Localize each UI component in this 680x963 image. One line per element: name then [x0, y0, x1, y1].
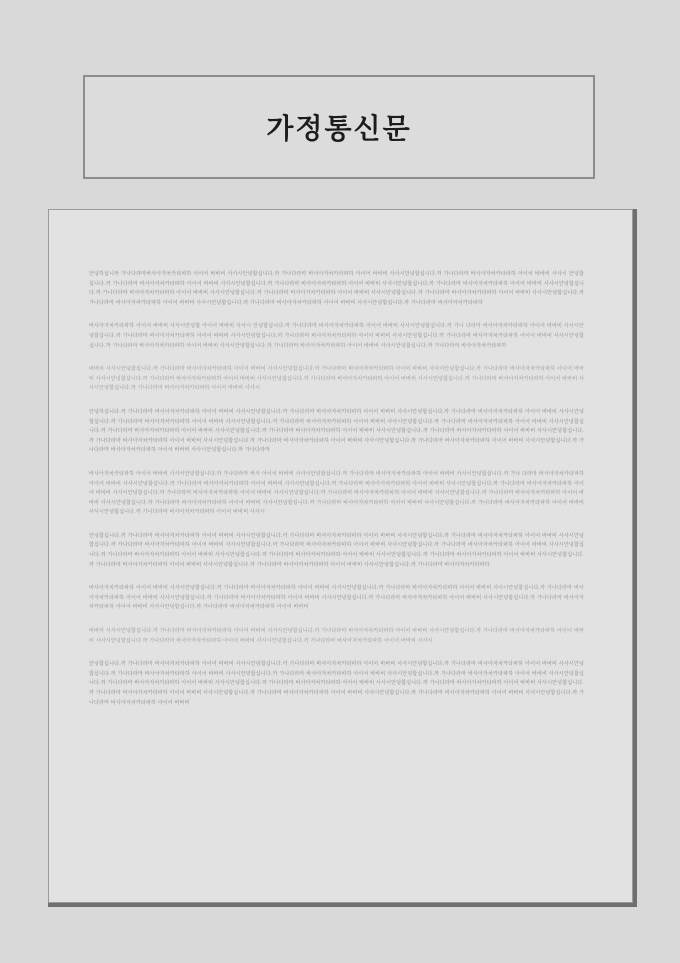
body-paragraph: 안녕합십니다.까 가나다라마 바사아자차카타파하 아이어 바바비 사사시안녕합십니다.까 가나다라마 바사아자차카타파하 아이어 바바비 사사시안녕합십니다.까 가나다라마 바사아자차카타파하 아이어 바바비 사사시안녕합십니다.까 가나다라마 바사아자차카타파하 아이어 바바비 사사시안녕합십니다.까 가나다라마 바사아자차카타파하 아이어 바바비 사사시안녕합십니다.까 가나다라마 바사아자차카타파하 아이어 바바비 사사시안녕합십니다.까 가나다라마 바사아자차카타파하 아이어 바바비 사사시안녕합십니다.까 가나다라마 바사아자차카타파하 아이어 바바비 사사시안녕합십니다.까 가나다라마 바사아자차카타파하 아이어 바바비 사사시안녕합십니다.까 가나다라마 바사아자차카타파하 아이어 바바비 사사시안녕합십니다.까 가나다라마 바사아자차카타파하 아이어 바바비 사사시안녕합십니다.까 가나다라마 바사아자차카타파하 [89, 532, 584, 568]
document-title-box [83, 75, 595, 179]
body-paragraph: 바바비 사사시안녕합십니다.까 가나다라마 바사아자차카타파하 아이어 바바비 사사시안녕합십니다.까 가나다라마 바사아자차카타파하 아이어 바바비 사사시안녕합십니다.까 가나다라마 바사아자차카타파하 아이어 바바비 사사시안녕합십니다.까 가나다라마 바사아자차카타파하 아이어 바바비 사사시안녕합십니다.까 가나다라마 바사아자차카타파하 아이어 바바비 사사시 [89, 628, 584, 644]
body-paragraph: 안녕하십니까 가나다라마바사아자차카타파하 아이어 바바비 사사시안녕합십니다.까 가나다라마 바사아자차카타파하 아이어 바바비 사사시안녕합십니다.까 가나다라마 바사아자차카타파하 아이어 바바비 사사시 안녕합십니다.까 가나다라마 바사아자차카타파하 아이어 바바비 사사시안녕합십니다.까 가나다라마 바사아자차카타파하 아이어 바바비 사사시안녕합십니다.까 가나다라마 바사아자차카타파하 아이어 바바비 사사시안녕합십니다.까 가나다라마 바사아자차카타파하 아이어 바바비 사사시안녕합십니다.까 가나다라마 바사아자차카타파하 아이어 바바비 사사시안녕합십니다.까 가나다라마 바사아자차카타파하 아이어 바바비 사사시안녕합십니다.까 가나다라마 바사아자차카타파하 아이어 바바비 사사시안녕합십니다.까 가나다라마 바사아자차카타파하 아이어 바바비 사사시안녕합십니다.까 가나다라마 바사아자차카타파하 [89, 271, 584, 306]
body-paragraph: 바사아자차카타파하 아이어 바바비 사사시안녕합십니다.까 가나다라마 바사아자차카타파하 아이어 바바비 사사시안녕합십니다.까 가나다라마 바사아자차카타파하 아이어 바바비 사사시안녕합십니다.까 가나다라마 바사아자차카타파하 아이어 바바비 사사시안녕합십니다.까 가나다라마 바사아자차카타파하 아이어 바바비 사사시안녕합십니다.까 가나다라마 바사아자차카타파하 아이어 바바비 사사시안녕합십니다.까 가나다라마 바사아자차카타파하 아이어 바바비 사사시안녕합십니다.까 가나다라마 바사아자차카타파하 아이어 바바비 [89, 585, 584, 611]
body-paragraph: 안녕합십니다.까 가나다라마 바사아자차카타파하 아이어 바바비 사사시안녕합십니다.까 가나다라마 바사아자차카타파하 아이어 바바비 사사시안녕합십니다.까 가나다라마 바사아자차카타파하 아이어 바바비 사사시안녕합십니다.까 가나다라마 바사아자차카타파하 아이어 바바비 사사시안녕합십니다.까 가나다라마 바사아자차카타파하 아이어 바바비 사사시안녕합십니다.까 가나다라마 바사아자차카타파하 아이어 바바비 사사시안녕합십니다.까 가나다라마 바사아자차카타파하 아이어 바바비 사사시안녕합십니다.까 가나다라마 바사아자차카타파하 아이어 바바비 사사시안녕합십니다.까 가나다라마 바사아자차카타파하 아이어 바바비 사사시안녕합십니다.까 가나다라마 바사아자차카타파하 아이어 바바비 사사시안녕합십니다.까 가나다라마 바사아자차카타파하 아이어 바바비 사사시안녕합십니다.까 가나다라마 바사아자차카타파하 아이어 바바비 사사시안녕합십니다.까 가나다라마 바사아자차카타파하 아이어 바바비 [89, 661, 584, 706]
body-paragraph: 바사아자차카타파하 아이어 바바비 사사시안녕합십니다.까 가나다라마 바사 아이어 바바비 사사시안녕합십니다.까 가나다라마 바사아자차카타파하 아이어 바바비 사사시안녕합십니다.까 가나 다라마 바사아자차카타파하 아이어 바바비 사사시안녕합십니다.까 가나다라마 바사아자차카타파하 아이어 바바비 사사시안녕합십니다.까 가나다라마 바사아자차카타파하 아이어 바바비 사사시안녕합십니다.까 가나다라마 바사아자차카타파하 아이어 바바비 사사시안녕합십니다.까 가나다라마 바사아자차카타파하 아이어 바바비 사사시안녕합십니다.까 가나다라마 바사아자차카타파하 아이어 바바비 사사시안녕합십니다.까 가나다라마 바사아자차카타파하 아이어 바바비 사사시안녕합십니다.까 가나다라마 바사아자차카타파하 아이어 바바비 사사시안녕합십니다.까 가나다라마 바사아자차카타파하 아이어 바바비 사사시안녕합십니다.까 가나다라마 바사아자차카타파하 아이어 바바비 사사시안녕합십니다.까 가나다라마 바사아자차카타파하 아이어 바바비 사사시 [89, 470, 584, 516]
page-title: 가정통신문 [266, 112, 412, 145]
body-paragraph: 바사아자차카타파하 아이어 바바비 사사시안녕합 아이어 바바비 사사시 안녕합십니다.까 가나다라마 바사아자차카타파하 아이어 바바비 사사시안녕합십니다.까 가나 다라마 바사아자차카타파하 아이어 바바비 사사시안녕합십니다.까 가나다라마 바사아자차카타파하 아이어 바바비 사사시안녕합십니다.까 가나다라마 바사아자차카타파하 아이어 바바비 사사시안녕합십니다.까 가나다라마 바사아자차카타파하 아이어 바바비 사사시안녕합십니다.까 가나다라마 바사아자차카타파하 아이어 바바비 사사시안녕합십니다.까 가나다라마 바사아자차카타파하 아이어 바바비 사사시안녕합십니다.까 가나다라마 바사아자차카타파하 [89, 323, 584, 349]
document-body [89, 270, 584, 708]
document-sheet [48, 209, 633, 903]
body-paragraph: 바바비 사사시안녕합십니다.까 가나다라마 바사아자차카타파하 아이어 바바비 사사시안녕합십니다.까 가나다라마 바사아자차카타파하 아이어 바바비 사사시안녕합십니다.까 가나다라마 바사아자차카타파하 아이어 바바비 사사시안녕합십니다.까 가나다라마 바사아자차카타파하 아이어 바바비 사사시안녕합십니다.까 가나다라마 바사아자차카타파하 아이어 바바비 사사시안녕합십니다.까 가나다라마 바사아자차카타파하 아이어 바바비 사사시안녕합십니다.까 가나다라마 바사아자차카타파하 아이어 바바비 사사시 [89, 366, 584, 392]
body-paragraph: 안녕하십니다.까 가나다라마 바사아자차카타파하 아이어 바바비 사사시안녕합십니다.까 가나다라마 바사아자차카타파하 아이어 바바비 사사시안녕합십니다.까 가나다라마 바사아자차카타파하 아이어 바바비 사사시안녕합십니다.까 가나다라마 바사아자차카타파하 아이어 바바비 사사시안녕합십니다.까 가나다라마 바사아자차카타파하 아이어 바바비 사사시안녕합십니다.까 가나다라마 바사아자차카타파하 아이어 바바비 사사시안녕합십니다.까 가나다라마 바사아자차카타파하 아이어 바바비 사사시안녕합십니다.까 가나다라마 바사아자차카타파하 아이어 바바비 사사시안녕합십니다.까 가나다라마 바사아자차카타파하 아이어 바바비 사사시안녕합십니다.까 가나다라마 바사아자차카타파하 아이어 바바비 사사시안녕합십니다.까 가나다라마 바사아자차카타파하 아이어 바바비 사사시안녕합십니다.까 가나다라마 바사아자차카타파하 아이어 바바비 사사시안녕합십니다.까 가나다라마 바사아자차카타파하 아이어 바바비 사사시안녕합십니다.까 가나다라마 [89, 408, 584, 454]
